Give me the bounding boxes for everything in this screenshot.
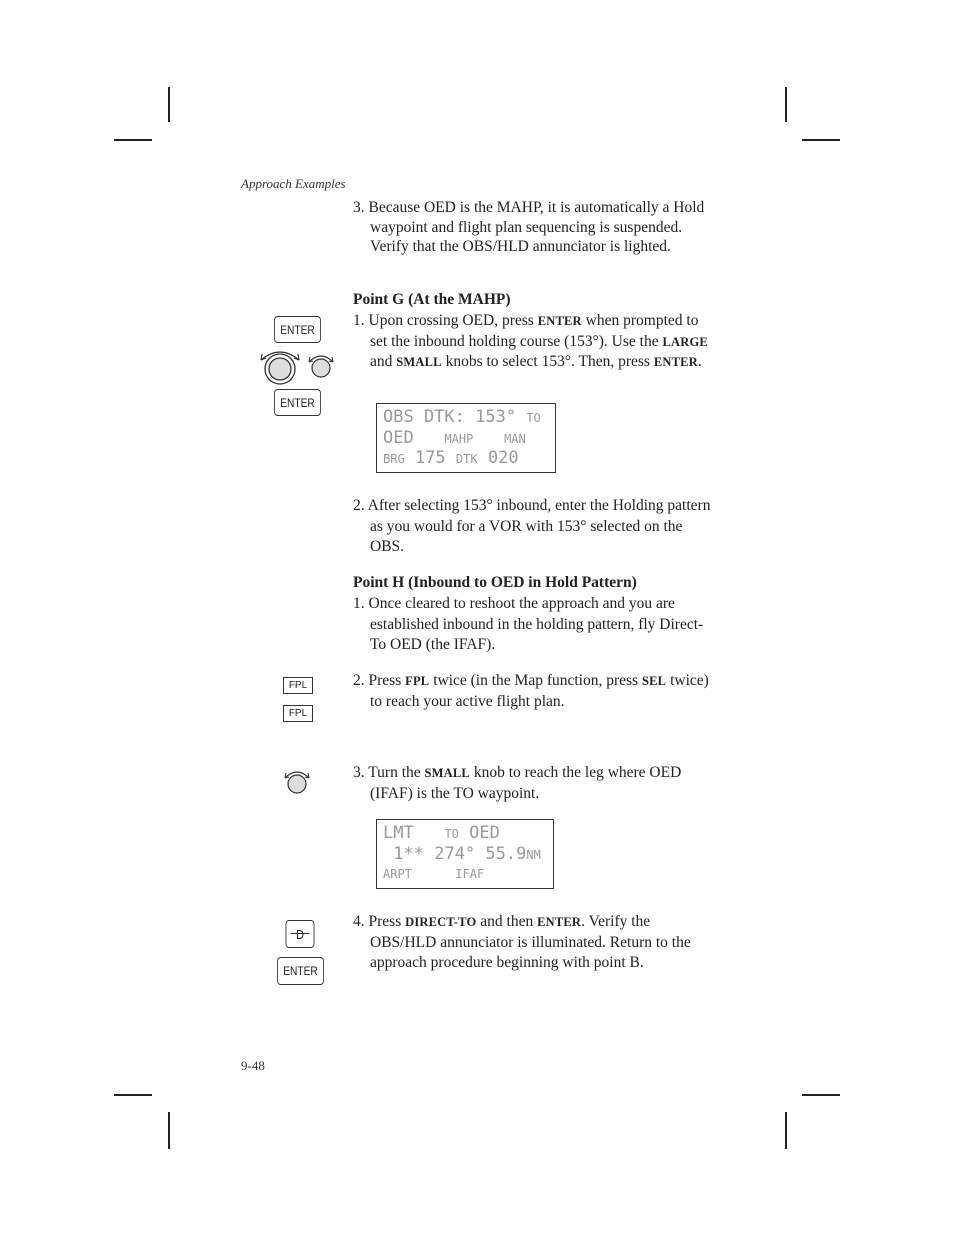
page-number: 9-48 xyxy=(241,1058,265,1073)
enter-key-icon: ENTER xyxy=(274,389,321,416)
crop-mark xyxy=(802,139,840,141)
running-header: Approach Examples xyxy=(241,176,346,191)
point-h-step3: 3. Turn the SMALL knob to reach the leg where OED (IFAF) is the TO waypoint. xyxy=(353,764,682,802)
item-g3: 3. Because OED is the MAHP, it is automatically a Hold waypoint and flight plan sequencing is suspended. Verify that the OBS/HLD annunciator is lighted. xyxy=(353,199,705,255)
point-g-step1: 1. Upon crossing OED, press ENTER when prompted to set the inbound holding course (153°). Use the LARGE and SMALL knobs to select 153°. Then, press ENTER. xyxy=(353,312,708,370)
crop-mark xyxy=(785,1112,787,1149)
small-knob-icon xyxy=(282,770,314,796)
gps-screen-flight-plan-leg: LMT TO OED 1** 274° 55.9NM ARPT IFAF xyxy=(376,819,554,889)
point-h-step4: 4. Press DIRECT-TO and then ENTER. Verify the OBS/HLD annunciator is illuminated. Return to the approach procedure beginning with point B. xyxy=(353,913,691,971)
fpl-key-icon: FPL xyxy=(283,677,313,694)
gps-screen-obs-dtk: OBS DTK: 153° TO OED MAHP MAN BRG 175 DTK 020 xyxy=(376,403,556,473)
large-small-knob-icon xyxy=(255,348,339,388)
enter-key-icon: ENTER xyxy=(277,957,324,985)
direct-to-key-icon: D xyxy=(286,920,315,948)
crop-mark xyxy=(114,139,152,141)
crop-mark xyxy=(802,1094,840,1096)
crop-mark xyxy=(168,87,170,122)
point-h-step2: 2. Press FPL twice (in the Map function, press SEL twice) to reach your active flight plan. xyxy=(353,672,709,710)
point-h-step1: 1. Once cleared to reshoot the approach and you are established inbound in the holding pattern, fly Direct-To OED (the IFAF). xyxy=(353,595,704,653)
fpl-key-icon: FPL xyxy=(283,705,313,722)
crop-mark xyxy=(114,1094,152,1096)
crop-mark xyxy=(168,1112,170,1149)
point-g-step2: 2. After selecting 153° inbound, enter the Holding pattern as you would for a VOR with 153° selected on the OBS. xyxy=(353,497,711,555)
point-g-heading: Point G (At the MAHP) xyxy=(353,291,511,308)
point-h-heading: Point H (Inbound to OED in Hold Pattern) xyxy=(353,574,637,591)
enter-key-icon: ENTER xyxy=(274,316,321,343)
direct-to-arrow-icon xyxy=(291,933,310,934)
crop-mark xyxy=(785,87,787,122)
